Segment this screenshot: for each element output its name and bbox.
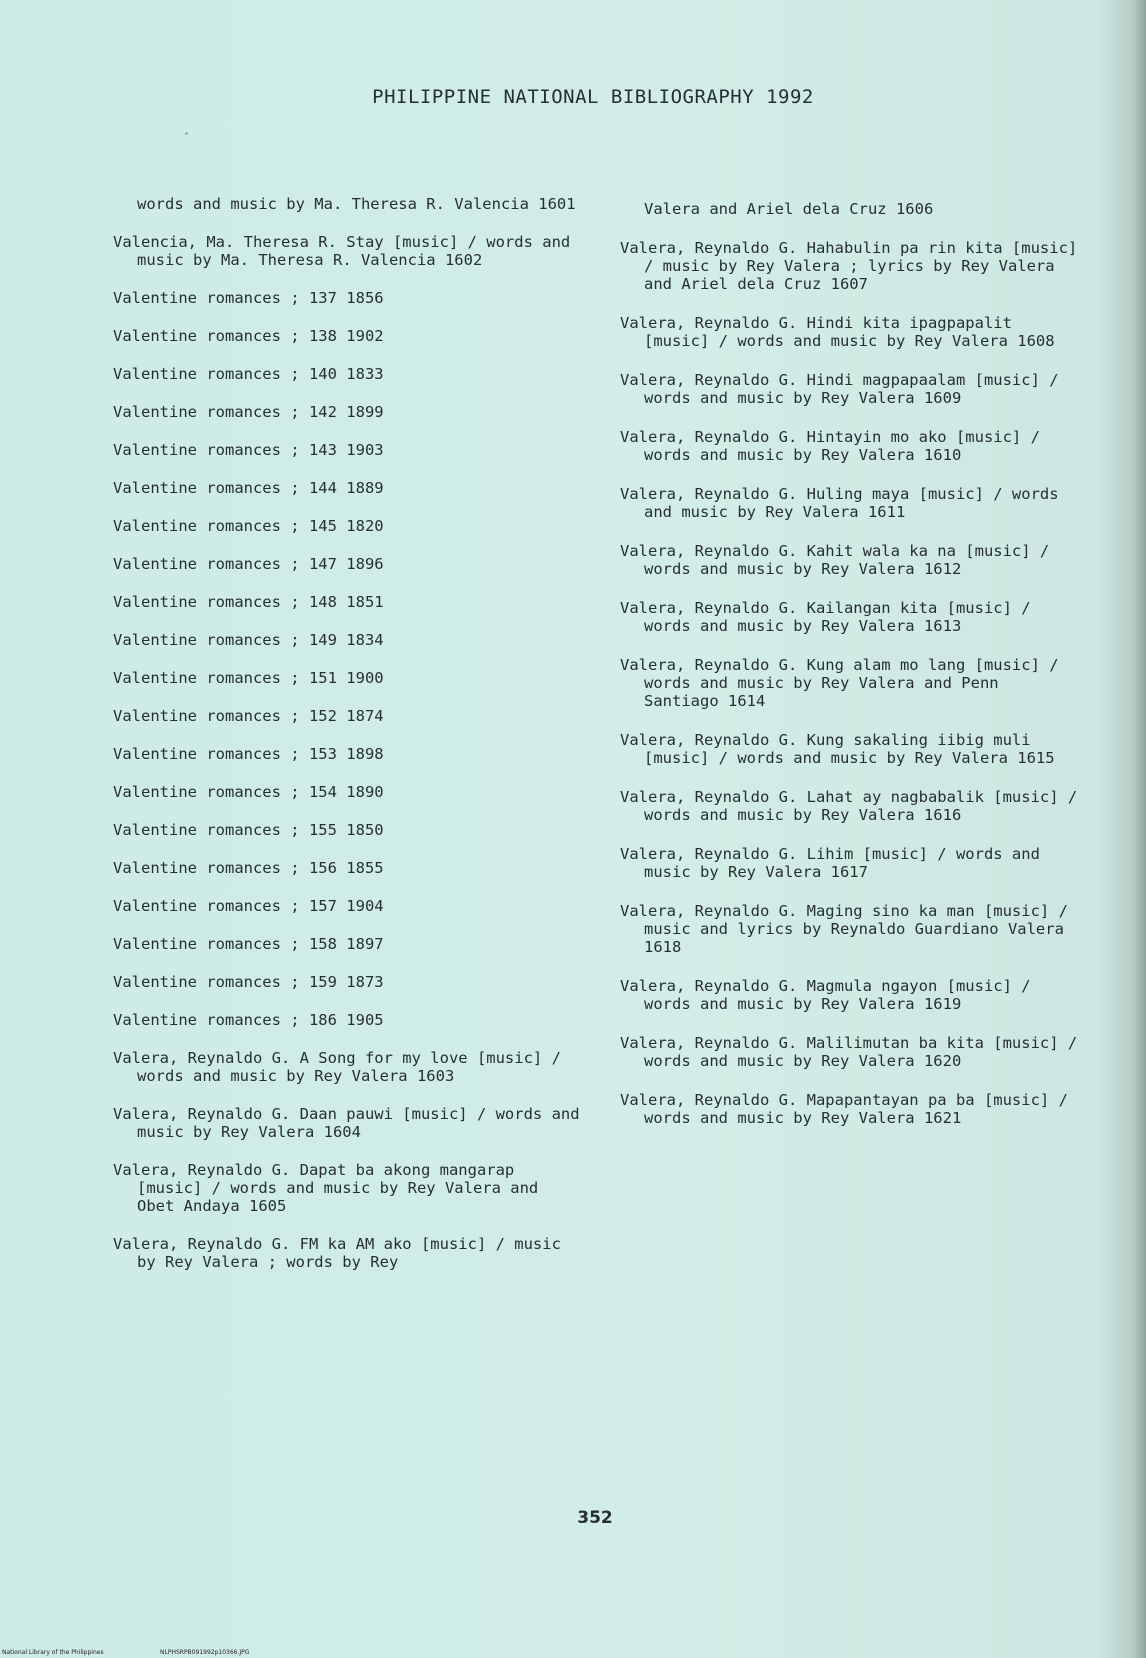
entry: Valera, Reynaldo G. Kung sakaling iibig muli [music] / words and music by Rey Valera 1615	[620, 731, 1055, 767]
entry: Valentine romances ; 156 1855	[113, 859, 384, 877]
entry: Valentine romances ; 145 1820	[113, 517, 384, 535]
entry: Valentine romances ; 143 1903	[113, 441, 384, 459]
entry: Valera, Reynaldo G. Huling maya [music] / words and music by Rey Valera 1611	[620, 485, 1068, 521]
page-number: 352	[577, 1508, 613, 1528]
scan-speck	[185, 132, 188, 135]
entry: Valera, Reynaldo G. Daan pauwi [music] / words and music by Rey Valera 1604	[113, 1105, 589, 1141]
entry: Valentine romances ; 151 1900	[113, 669, 384, 687]
entry-continued: words and music by Ma. Theresa R. Valencia 1601	[137, 195, 576, 213]
entry: Valentine romances ; 153 1898	[113, 745, 384, 763]
left-column	[113, 195, 589, 1291]
entry: Valera, Reynaldo G. Dapat ba akong mangarap [music] / words and music by Rey Valera and Obet Andaya 1605	[113, 1161, 548, 1215]
entry: Valentine romances ; 186 1905	[113, 1011, 384, 1029]
entry: Valentine romances ; 137 1856	[113, 289, 384, 307]
right-column	[620, 200, 1087, 1148]
entry: Valera, Reynaldo G. FM ka AM ako [music] / music by Rey Valera ; words by Rey	[113, 1235, 571, 1271]
entry: Valentine romances ; 148 1851	[113, 593, 384, 611]
scan-credit: National Library of the Philippines	[2, 1649, 104, 1656]
scan-file-name: NLPHSRPB091992p10366.JPG	[160, 1649, 250, 1656]
entry: Valera, Reynaldo G. Kailangan kita [music] / words and music by Rey Valera 1613	[620, 599, 1040, 635]
entry: Valera, Reynaldo G. Mapapantayan pa ba [music] / words and music by Rey Valera 1621	[620, 1091, 1078, 1127]
entry: Valentine romances ; 159 1873	[113, 973, 384, 991]
entry: Valera, Reynaldo G. Lahat ay nagbabalik [music] / words and music by Rey Valera 1616	[620, 788, 1087, 824]
entry: Valera, Reynaldo G. Kahit wala ka na [music] / words and music by Rey Valera 1612	[620, 542, 1059, 578]
entry: Valentine romances ; 157 1904	[113, 897, 384, 915]
entry: Valera, Reynaldo G. Hindi kita ipagpapalit [music] / words and music by Rey Valera 1608	[620, 314, 1055, 350]
entry: Valera, Reynaldo G. A Song for my love [music] / words and music by Rey Valera 1603	[113, 1049, 571, 1085]
entry: Valentine romances ; 155 1850	[113, 821, 384, 839]
entry: Valentine romances ; 152 1874	[113, 707, 384, 725]
entry: Valera, Reynaldo G. Kung alam mo lang [music] / words and music by Rey Valera and Penn Santiago 1614	[620, 656, 1068, 710]
entry: Valera, Reynaldo G. Malilimutan ba kita [music] / words and music by Rey Valera 1620	[620, 1034, 1087, 1070]
entry: Valentine romances ; 140 1833	[113, 365, 384, 383]
entry: Valentine romances ; 149 1834	[113, 631, 384, 649]
page-edge-shadow	[1134, 0, 1146, 1658]
entry: Valencia, Ma. Theresa R. Stay [music] / words and music by Ma. Theresa R. Valencia 1602	[113, 233, 580, 269]
entry: Valera, Reynaldo G. Hahabulin pa rin kita [music] / music by Rey Valera ; lyrics by Rey Valera and Ariel dela Cruz 1607	[620, 239, 1087, 293]
entry: Valentine romances ; 142 1899	[113, 403, 384, 421]
entry: Valera, Reynaldo G. Hintayin mo ako [music] / words and music by Rey Valera 1610	[620, 428, 1050, 464]
entry: Valera, Reynaldo G. Lihim [music] / words and music by Rey Valera 1617	[620, 845, 1050, 881]
entry: Valentine romances ; 144 1889	[113, 479, 384, 497]
entry: Valentine romances ; 147 1896	[113, 555, 384, 573]
entry: Valera, Reynaldo G. Maging sino ka man [music] / music and lyrics by Reynaldo Guardiano Valera 1618	[620, 902, 1078, 956]
running-head: PHILIPPINE NATIONAL BIBLIOGRAPHY 1992	[372, 86, 814, 108]
entry: Valentine romances ; 158 1897	[113, 935, 384, 953]
entry: Valentine romances ; 154 1890	[113, 783, 384, 801]
entry: Valera, Reynaldo G. Magmula ngayon [music] / words and music by Rey Valera 1619	[620, 977, 1040, 1013]
entry: Valera, Reynaldo G. Hindi magpapaalam [music] / words and music by Rey Valera 1609	[620, 371, 1068, 407]
entry-continued: Valera and Ariel dela Cruz 1606	[644, 200, 934, 218]
entry: Valentine romances ; 138 1902	[113, 327, 384, 345]
